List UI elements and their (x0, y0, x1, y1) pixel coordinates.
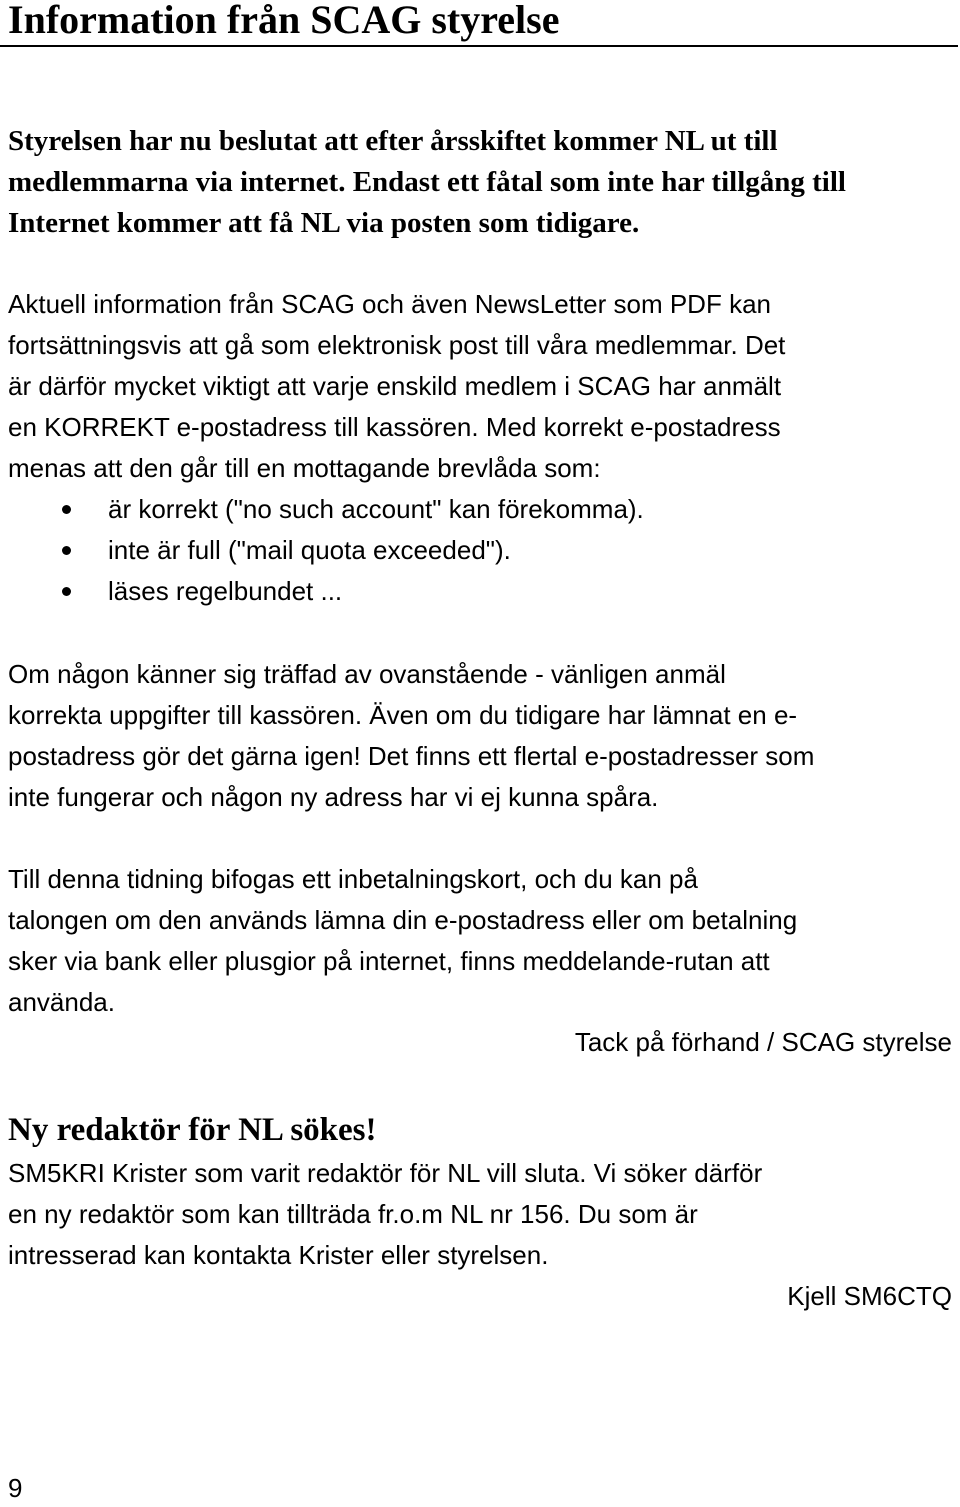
editor-signature: Kjell SM6CTQ (787, 1281, 952, 1311)
bullet-icon (62, 587, 71, 596)
list-item (8, 489, 953, 530)
payment-paragraph (8, 859, 953, 1023)
list-item (8, 571, 953, 612)
editor-line: SM5KRI Krister som varit redaktör för NL vill sluta. Vi söker därför (8, 1158, 763, 1188)
notice-line: korrekta uppgifter till kassören. Även om du tidigare har lämnat en e- (8, 700, 798, 730)
page-title: Information från SCAG styrelse (8, 0, 560, 42)
info-line: menas att den går till en mottagande brevlåda som: (8, 453, 601, 483)
bullet-icon (62, 505, 71, 514)
board-signature: Tack på förhand / SCAG styrelse (574, 1027, 952, 1057)
page-number: 9 (8, 1473, 23, 1503)
intro-paragraph (8, 121, 953, 244)
intro-line: medlemmarna via internet. Endast ett fåtal som inte har tillgång till (8, 166, 846, 198)
notice-line: Om någon känner sig träffad av ovanstående - vänligen anmäl (8, 659, 726, 689)
list-item (8, 530, 953, 571)
info-line: Aktuell information från SCAG och även NewsLetter som PDF kan (8, 289, 771, 319)
info-line: en KORREKT e-postadress till kassören. Med korrekt e-postadress (8, 412, 781, 442)
list-item-text: inte är full ("mail quota exceeded"). (108, 535, 511, 565)
title-rule (0, 45, 958, 47)
payment-line: talongen om den används lämna din e-postadress eller om betalning (8, 905, 798, 935)
intro-line: Internet kommer att få NL via posten som tidigare. (8, 207, 640, 239)
editor-paragraph (8, 1153, 953, 1276)
requirements-list (8, 489, 953, 612)
list-item-text: är korrekt ("no such account" kan förekomma). (108, 494, 644, 524)
notice-paragraph (8, 654, 953, 818)
payment-line: sker via bank eller plusgior på internet, finns meddelande-rutan att (8, 946, 770, 976)
info-paragraph (8, 284, 953, 612)
notice-line: inte fungerar och någon ny adress har vi ej kunna spåra. (8, 782, 659, 812)
payment-line: använda. (8, 987, 115, 1017)
info-line: är därför mycket viktigt att varje enskild medlem i SCAG har anmält (8, 371, 782, 401)
info-line: fortsättningsvis att gå som elektronisk post till våra medlemmar. Det (8, 330, 786, 360)
notice-line: postadress gör det gärna igen! Det finns ett flertal e-postadresser som (8, 741, 815, 771)
editor-line: en ny redaktör som kan tillträda fr.o.m NL nr 156. Du som är (8, 1199, 698, 1229)
intro-line: Styrelsen har nu beslutat att efter årsskiftet kommer NL ut till (8, 125, 778, 157)
bullet-icon (62, 546, 71, 555)
editor-line: intresserad kan kontakta Krister eller styrelsen. (8, 1240, 549, 1270)
list-item-text: läses regelbundet ... (108, 576, 343, 606)
editor-heading: Ny redaktör för NL sökes! (8, 1112, 377, 1148)
payment-line: Till denna tidning bifogas ett inbetalningskort, och du kan på (8, 864, 698, 894)
